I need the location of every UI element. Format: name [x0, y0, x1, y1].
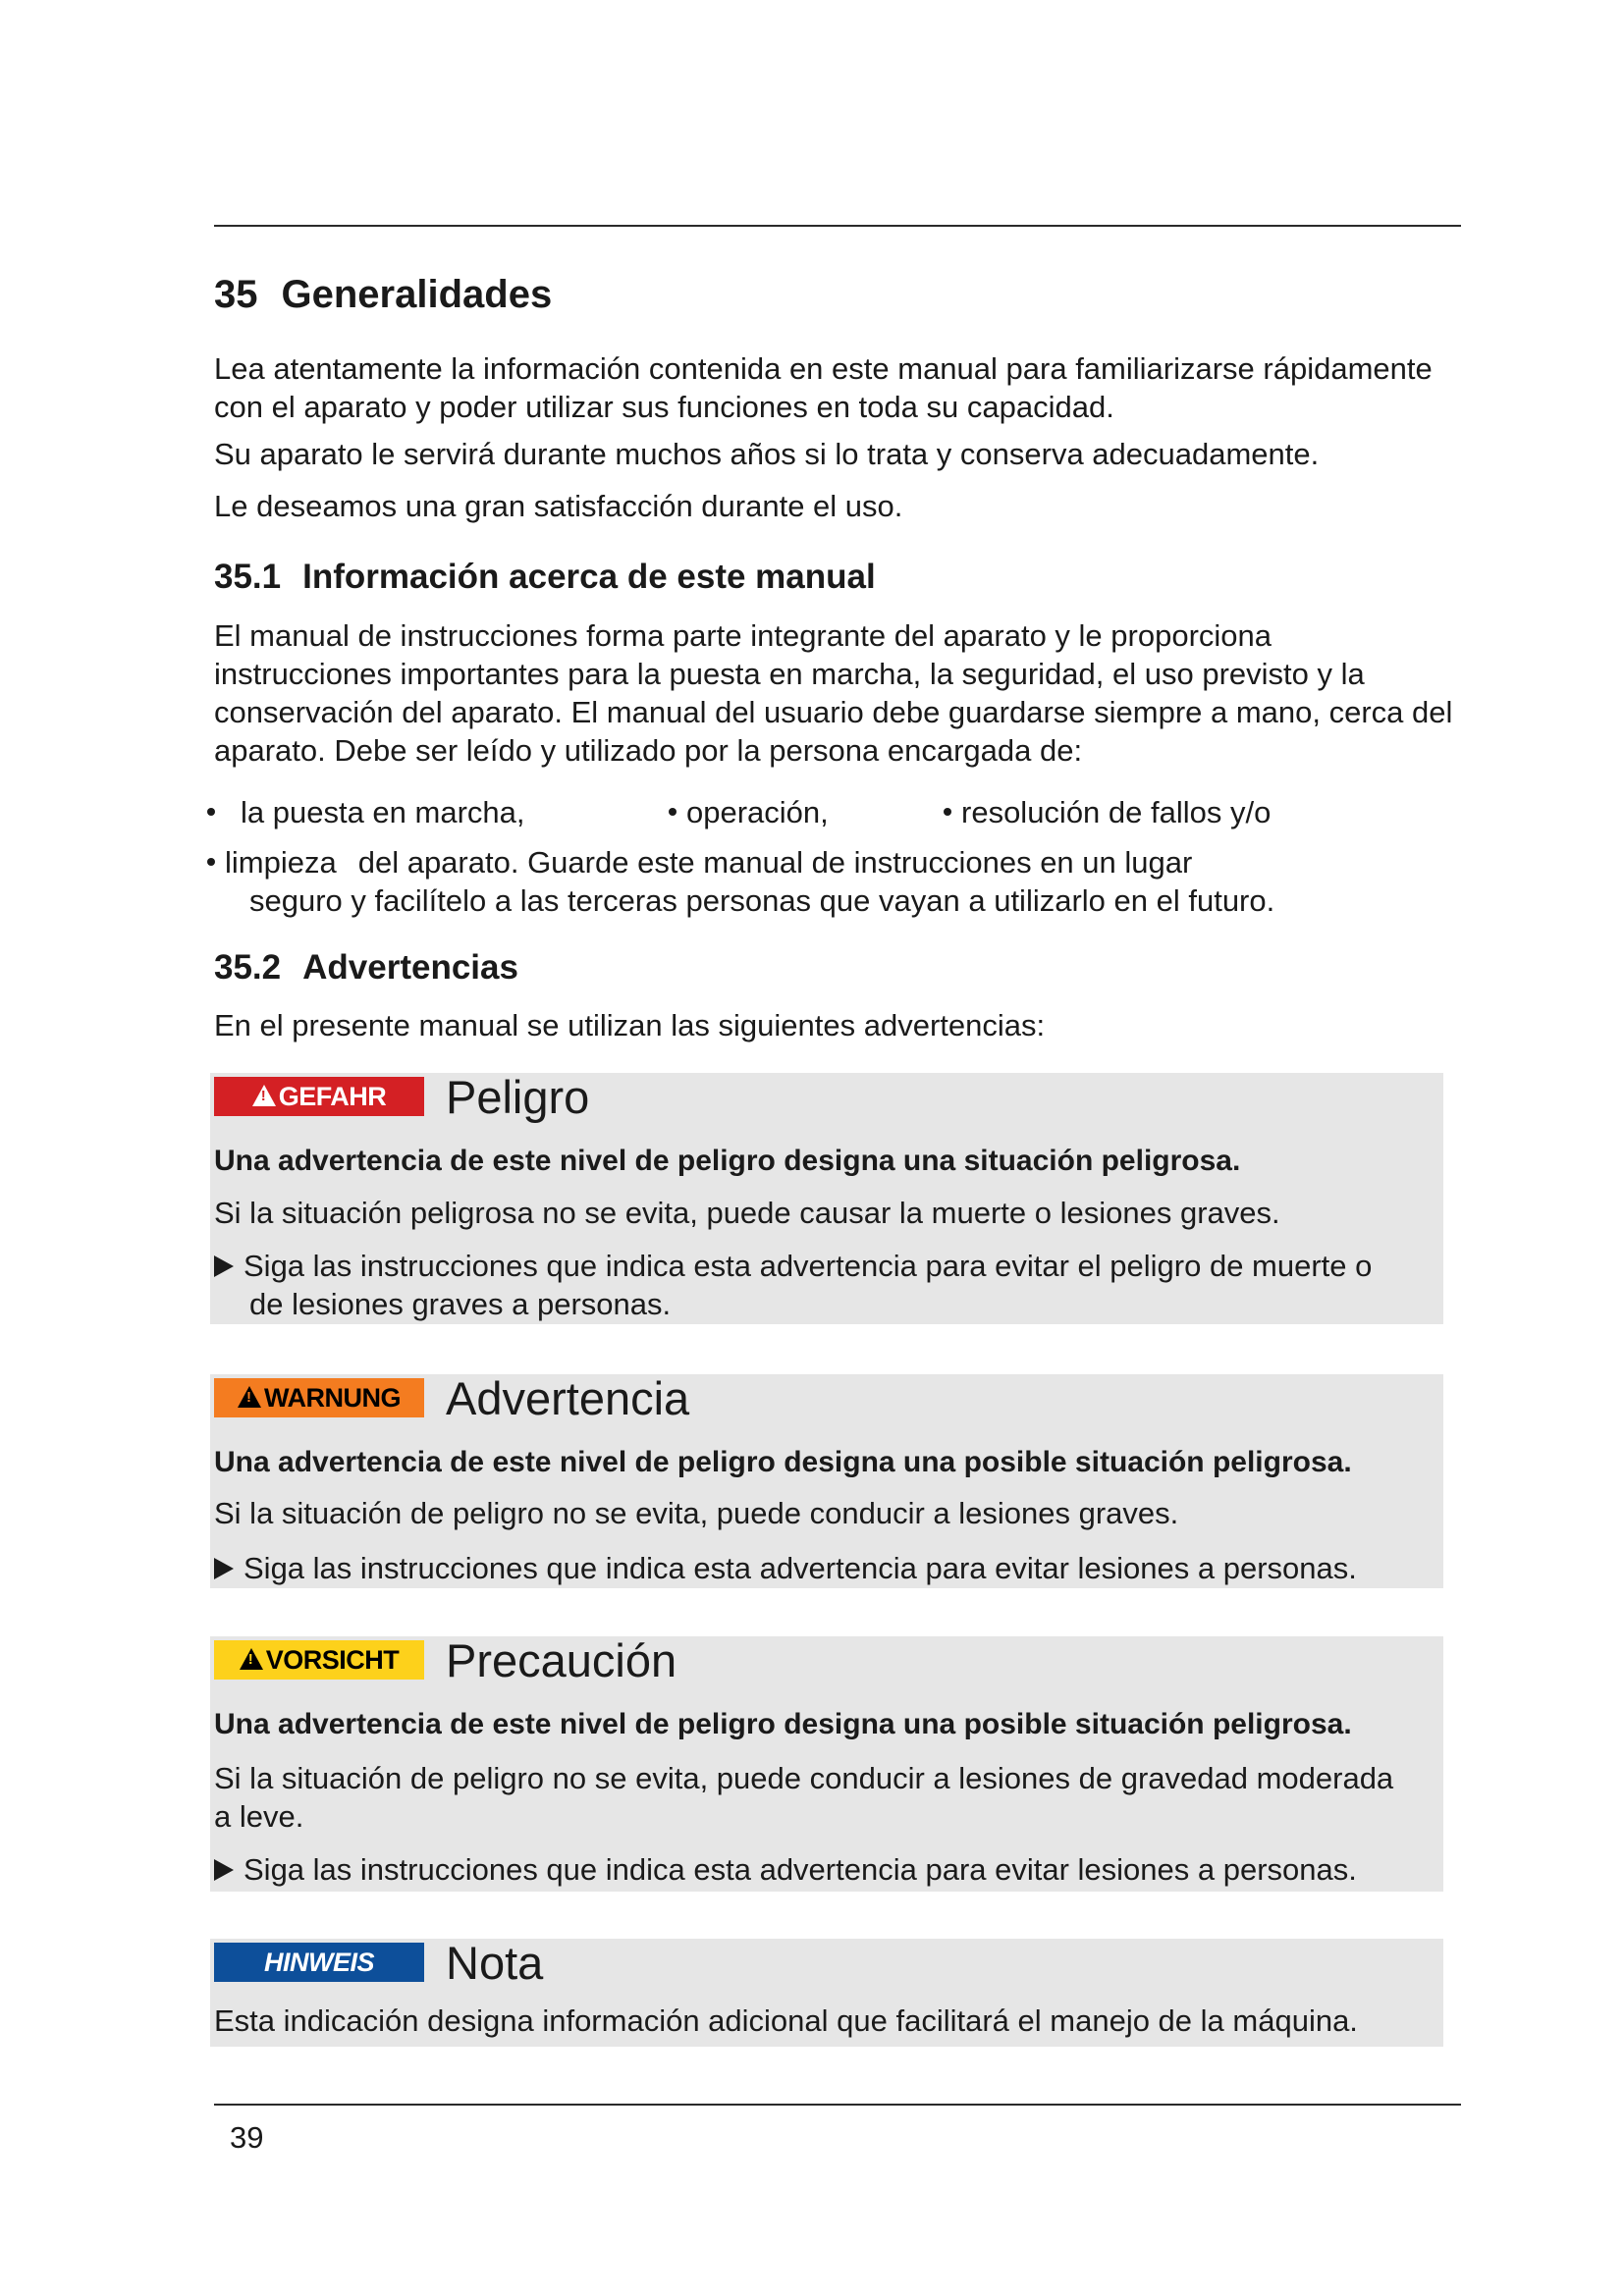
notice-box [210, 1939, 1443, 2047]
bullet-dot [669, 808, 677, 816]
section-heading [214, 273, 552, 317]
action-arrow-icon [214, 1255, 234, 1277]
subsection-number: 35.1 [214, 558, 282, 596]
page-number: 39 [230, 2120, 264, 2155]
list-item: limpieza del aparato. Guarde este manual de instrucciones en un lugar [207, 843, 1192, 881]
bullet-dot [944, 808, 951, 816]
list-item: resolución de fallos y/o [944, 793, 1271, 831]
notice-signal-label: HINWEIS [214, 1943, 424, 1982]
intro-paragraph-3: Le deseamos una gran satisfacción durante el uso. [214, 489, 903, 523]
subsection-title: Advertencias [302, 948, 518, 987]
warning-text: Si la situación peligrosa no se evita, puede causar la muerte o lesiones graves. [214, 1196, 1280, 1230]
warning-bold-text: Una advertencia de este nivel de peligro designa una situación peligrosa. [214, 1145, 1241, 1177]
intro-paragraph-1: Lea atentamente la información contenida en este manual para familiarizarse rápidamente con el aparato y poder utilizar sus funciones en toda su capacidad. [214, 351, 1433, 424]
warning-action: Siga las instrucciones que indica esta advertencia para evitar el peligro de muerte o de lesiones graves a personas. [214, 1247, 1432, 1323]
action-arrow-icon [214, 1558, 234, 1579]
warning-triangle-icon [240, 1648, 263, 1670]
caution-signal-label: ! VORSICHT [214, 1640, 424, 1680]
warning-text: Si la situación de peligro no se evita, puede conducir a lesiones de gravedad moderada a leve. [214, 1761, 1394, 1834]
subsection-number: 35.2 [214, 948, 282, 987]
warning-action: Siga las instrucciones que indica esta advertencia para evitar lesiones a personas. [214, 1850, 1432, 1889]
warning-title: Precaución [446, 1634, 677, 1686]
warning-signal-label: ! WARNUNG [214, 1378, 424, 1417]
subsection-heading-warnings [214, 948, 518, 988]
warning-box [210, 1374, 1443, 1588]
footer-rule [214, 2104, 1461, 2106]
list-item: la puesta en marcha, [207, 793, 525, 831]
warnings-intro: En el presente manual se utilizan las siguientes advertencias: [214, 1008, 1046, 1042]
bullet-dot [207, 808, 215, 816]
notice-text: Esta indicación designa información adicional que facilitará el manejo de la máquina. [214, 2003, 1358, 2038]
section-title: Generalidades [281, 273, 553, 316]
subsection-title: Información acerca de este manual [302, 558, 876, 596]
subsection-heading-manual [214, 558, 876, 597]
header-rule [214, 225, 1461, 227]
danger-warning-box [210, 1073, 1443, 1324]
warning-title: Advertencia [446, 1372, 690, 1424]
warning-action: Siga las instrucciones que indica esta advertencia para evitar lesiones a personas. [214, 1549, 1432, 1587]
notice-title: Nota [446, 1937, 544, 1989]
caution-warning-box [210, 1636, 1443, 1892]
warning-bold-text: Una advertencia de este nivel de peligro designa una posible situación peligrosa. [214, 1446, 1352, 1478]
intro-paragraph-2: Su aparato le servirá durante muchos años si lo trata y conserva adecuadamente. [214, 437, 1320, 471]
warning-text: Si la situación de peligro no se evita, puede conducir a lesiones graves. [214, 1496, 1179, 1530]
section-number: 35 [214, 273, 258, 316]
warning-bold-text: Una advertencia de este nivel de peligro designa una posible situación peligrosa. [214, 1708, 1352, 1740]
warning-triangle-icon [252, 1085, 276, 1106]
danger-signal-label: ! GEFAHR [214, 1077, 424, 1116]
list-item: operación, [669, 793, 829, 831]
manual-paragraph: El manual de instrucciones forma parte integrante del aparato y le proporciona instrucciones importantes para la puesta en marcha, la seguridad, el uso previsto y la conservación del aparato. El manual del usuario debe guardarse siempre a mano, cerca del aparato. Debe ser leído y utilizado por la persona encargada de: [214, 618, 1453, 768]
list-item-continuation: seguro y facilítelo a las terceras personas que vayan a utilizarlo en el futuro. [249, 883, 1275, 918]
warning-triangle-icon [238, 1386, 261, 1408]
bullet-dot [207, 858, 215, 866]
action-arrow-icon [214, 1859, 234, 1881]
warning-title: Peligro [446, 1071, 590, 1123]
